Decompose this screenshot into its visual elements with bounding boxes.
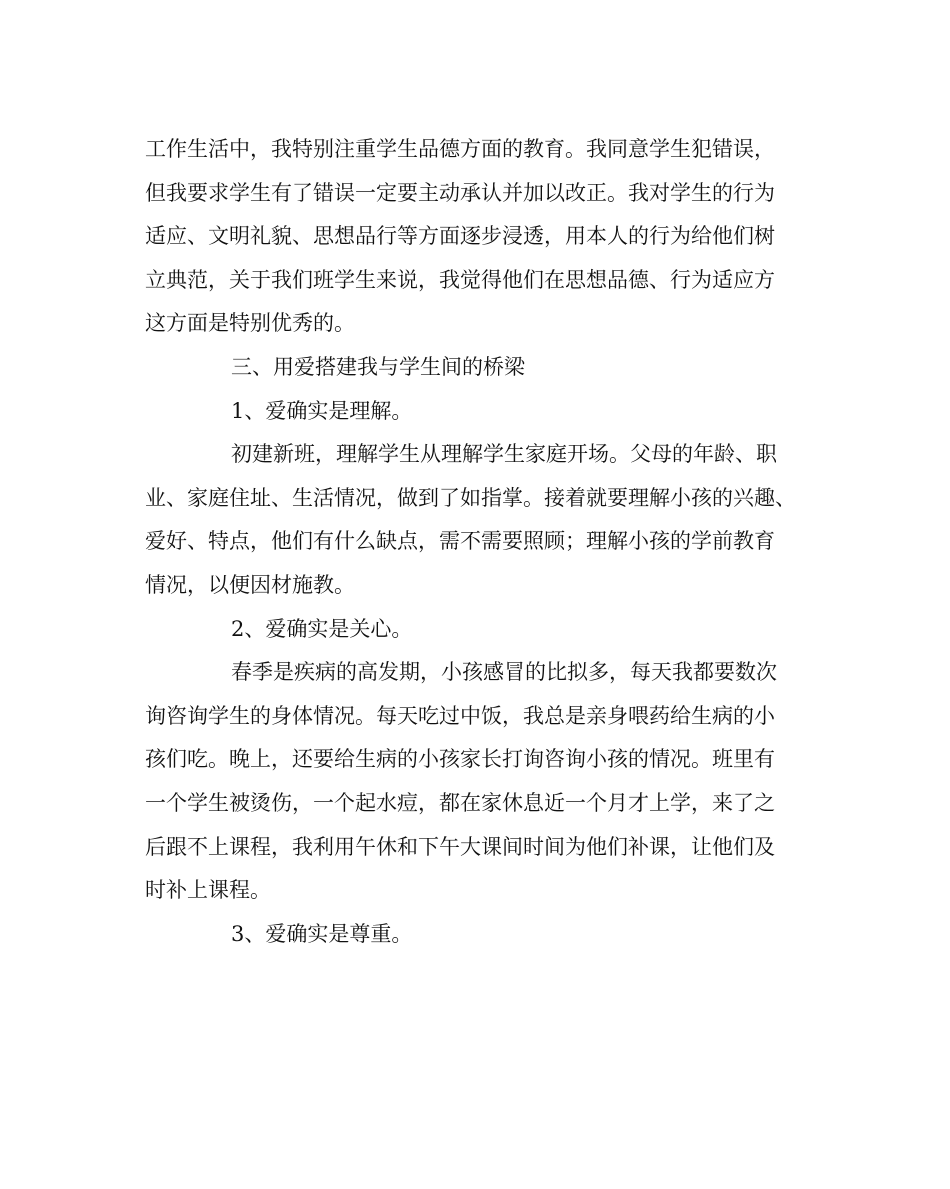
- text-line: 一个学生被烫伤，一个起水痘，都在家休息近一个月才上学，来了之: [145, 790, 775, 815]
- text-line: 三、用爱搭建我与学生间的桥梁: [231, 354, 525, 379]
- text-line: 适应、文明礼貌、思想品行等方面逐步浸透，用本人的行为给他们树: [145, 224, 775, 249]
- text-line: 情况，以便因材施教。: [145, 572, 355, 597]
- text-line: 孩们吃。晚上，还要给生病的小孩家长打询咨询小孩的情况。班里有: [145, 747, 775, 772]
- text-line: 但我要求学生有了错误一定要主动承认并加以改正。我对学生的行为: [145, 180, 775, 205]
- text-line: 初建新班，理解学生从理解学生家庭开场。父母的年龄、职: [231, 442, 777, 467]
- text-line: 1、爱确实是理解。: [231, 398, 413, 423]
- document-body: [145, 128, 815, 956]
- text-line: 业、家庭住址、生活情况，做到了如指掌。接着就要理解小孩的兴趣、: [145, 485, 796, 510]
- text-line: 后跟不上课程，我利用午休和下午大课间时间为他们补课，让他们及: [145, 834, 775, 859]
- text-line: 时补上课程。: [145, 878, 271, 903]
- text-line: 春季是疾病的高发期，小孩感冒的比拟多，每天我都要数次: [231, 660, 777, 685]
- text-line: 3、爱确实是尊重。: [231, 921, 413, 946]
- text-line: 爱好、特点，他们有什么缺点，需不需要照顾；理解小孩的学前教育: [145, 529, 775, 554]
- text-line: 立典范，关于我们班学生来说，我觉得他们在思想品德、行为适应方: [145, 267, 775, 292]
- text-line: 2、爱确实是关心。: [231, 616, 413, 641]
- text-line: 询咨询学生的身体情况。每天吃过中饭，我总是亲身喂药给生病的小: [145, 703, 775, 728]
- text-line: 这方面是特别优秀的。: [145, 311, 355, 336]
- text-line: 工作生活中，我特别注重学生品德方面的教育。我同意学生犯错误，: [145, 137, 775, 161]
